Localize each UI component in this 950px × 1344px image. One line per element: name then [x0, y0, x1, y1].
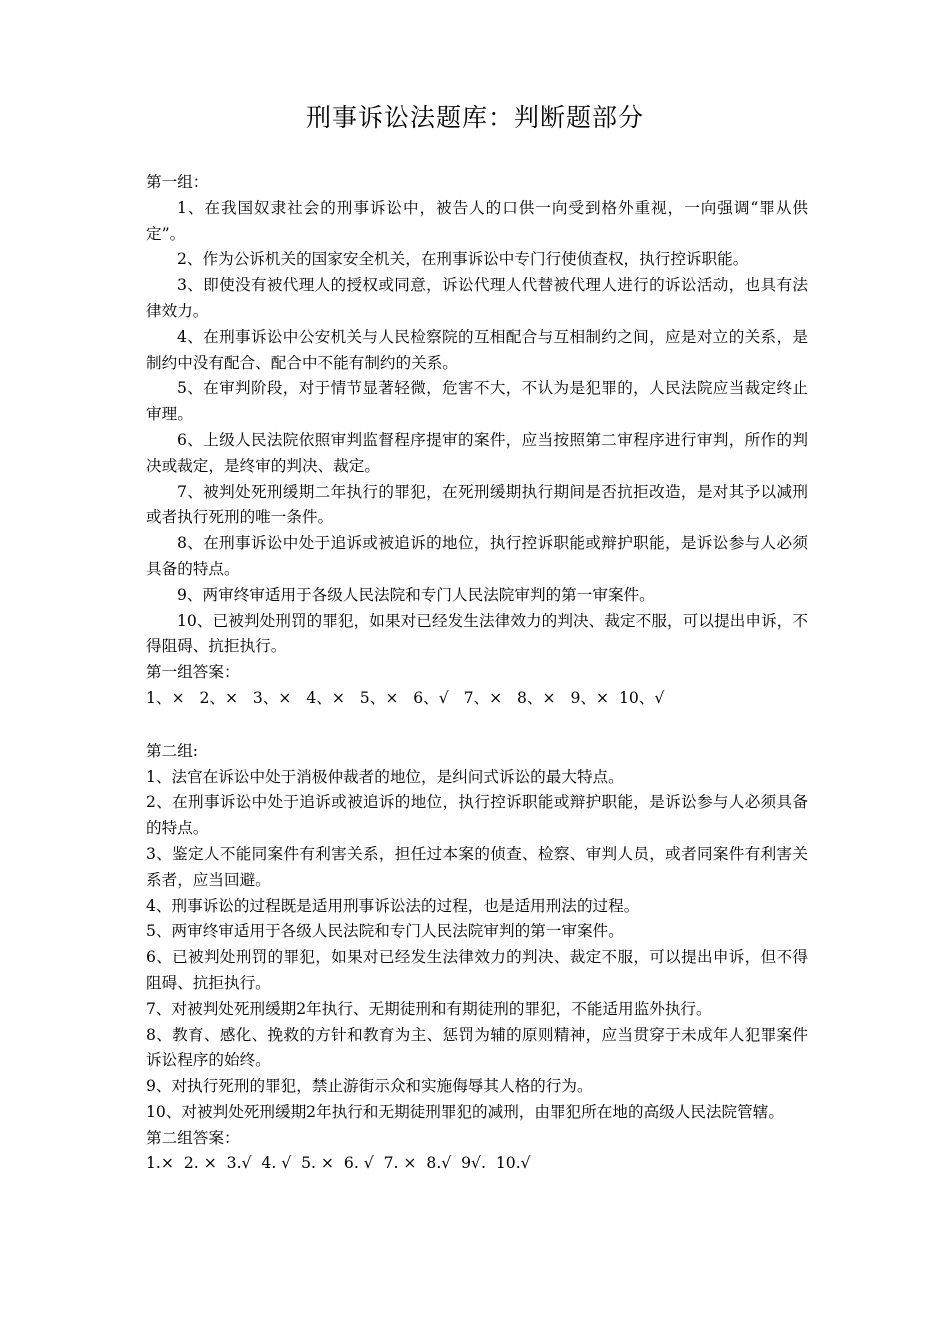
group1-question-8: 8、在刑事诉讼中处于追诉或被追诉的地位，执行控诉职能或辩护职能，是诉讼参与人必须具备的特点。: [146, 534, 808, 578]
document-body: [146, 170, 808, 1177]
group2-question-6: 6、已被判处刑罚的罪犯，如果对已经发生法律效力的判决、裁定不服，可以提出申诉，但不得阻碍、抗拒执行。: [146, 948, 808, 992]
group2-question-2: 2、在刑事诉讼中处于追诉或被追诉的地位，执行控诉职能或辩护职能，是诉讼参与人必须具备的特点。: [146, 793, 808, 838]
group1-question-5: 5、在审判阶段，对于情节显著轻微，危害不大，不认为是犯罪的，人民法院应当裁定终止审理。: [146, 379, 808, 424]
group1-heading: 第一组：: [146, 173, 209, 191]
group2-heading: 第二组:: [146, 741, 199, 760]
group2-question-3: 3、鉴定人不能同案件有利害关系，担任过本案的侦查、检察、审判人员，或者同案件有利害关系者，应当回避。: [146, 844, 808, 889]
group2-question-10: 10、对被判处死刑缓期2年执行和无期徒刑罪犯的减刑，由罪犯所在地的高级人民法院管辖。: [146, 1102, 784, 1121]
group2-question-1: 1、法官在诉讼中处于消极仲裁者的地位，是纠问式诉讼的最大特点。: [146, 767, 624, 786]
group2-answers-heading: 第二组答案：: [146, 1128, 240, 1147]
section-spacer: [146, 712, 808, 739]
group2-answers: 1.× 2. × 3.√ 4. √ 5. × 6. √ 7. × 8.√ 9√. 10.√: [146, 1154, 531, 1173]
group1-question-1: 1、在我国奴隶社会的刑事诉讼中，被告人的口供一向受到格外重视，一向强调“罪从供定”。: [146, 198, 808, 243]
group1-question-4: 4、在刑事诉讼中公安机关与人民检察院的互相配合与互相制约之间，应是对立的关系，是制约中没有配合、配合中不能有制约的关系。: [146, 327, 808, 372]
group2-question-7: 7、对被判处死刑缓期2年执行、无期徒刑和有期徒刑的罪犯，不能适用监外执行。: [146, 999, 712, 1018]
group2-question-8: 8、教育、感化、挽救的方针和教育为主、惩罚为辅的原则精神，应当贯穿于未成年人犯罪案件诉讼程序的始终。: [146, 1025, 808, 1070]
document-title: 刑事诉讼法题库：判断题部分: [305, 103, 644, 132]
group2-question-4: 4、刑事诉讼的过程既是适用刑事诉讼法的过程，也是适用刑法的过程。: [146, 896, 640, 915]
group2-question-9: 9、对执行死刑的罪犯，禁止游街示众和实施侮辱其人格的行为。: [146, 1077, 593, 1096]
group1-question-10: 10、已被判处刑罚的罪犯，如果对已经发生法律效力的判决、裁定不服，可以提出申诉，不得阻碍、抗拒执行。: [146, 611, 808, 656]
group1-question-9: 9、两审终审适用于各级人民法院和专门人民法院审判的第一审案件。: [177, 585, 655, 604]
group1-question-6: 6、上级人民法院依照审判监督程序提审的案件，应当按照第二审程序进行审判，所作的判决或裁定，是终审的判决、裁定。: [146, 430, 808, 475]
group2-question-5: 5、两审终审适用于各级人民法院和专门人民法院审判的第一审案件。: [146, 922, 624, 941]
group1-answers-heading: 第一组答案：: [146, 663, 240, 682]
group1-question-3: 3、即使没有被代理人的授权或同意，诉讼代理人代替被代理人进行的诉讼活动，也具有法律效力。: [146, 276, 808, 320]
group1-answers: 1、× 2、× 3、× 4、× 5、× 6、√ 7、× 8、× 9、× 10、√: [146, 688, 665, 707]
group1-question-2: 2、作为公诉机关的国家安全机关，在刑事诉讼中专门行使侦查权，执行控诉职能。: [177, 250, 749, 269]
group1-question-7: 7、被判处死刑缓期二年执行的罪犯，在死刑缓期执行期间是否抗拒改造，是对其予以减刑或者执行死刑的唯一条件。: [146, 482, 808, 527]
